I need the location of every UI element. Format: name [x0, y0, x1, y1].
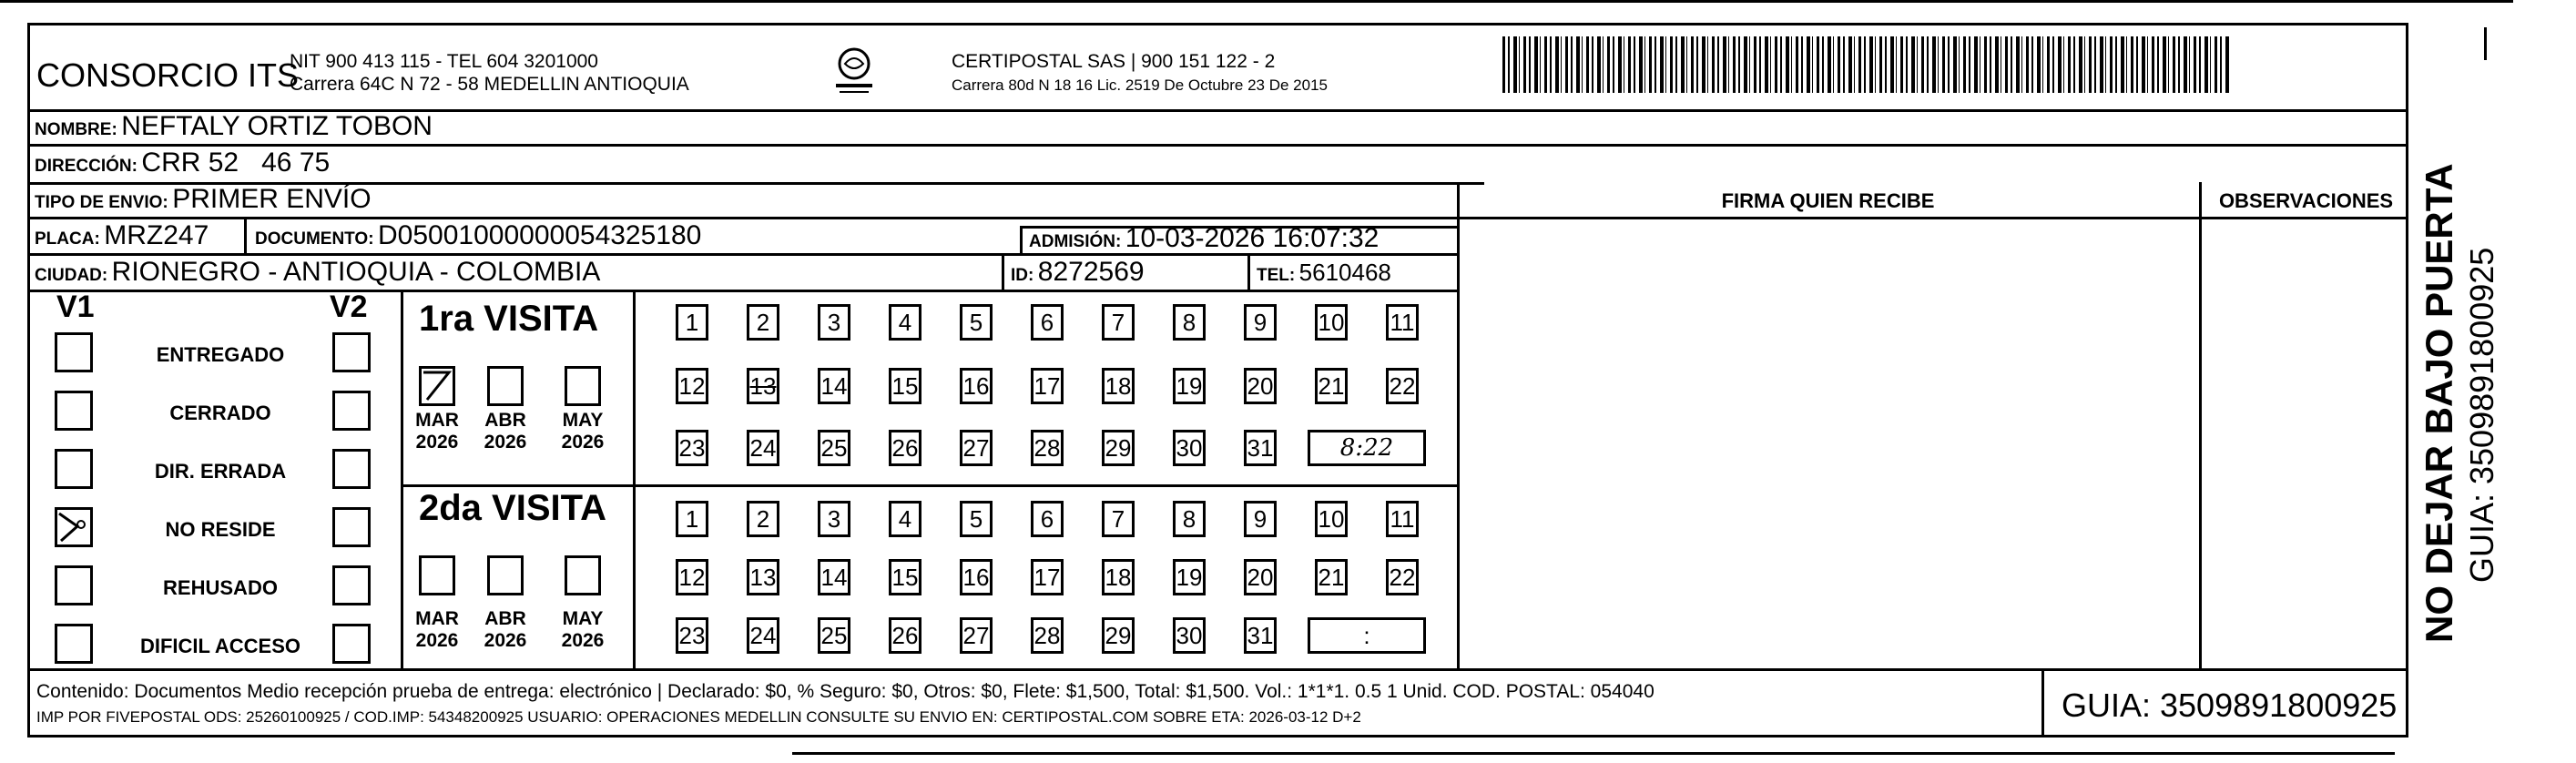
direccion-row	[35, 148, 330, 178]
status-label: NO RESIDE	[165, 518, 276, 541]
certipostal-logo	[829, 46, 880, 100]
day-box[interactable]: 5	[960, 501, 993, 537]
day-box[interactable]: 3	[818, 501, 850, 537]
month-year: 2026	[415, 630, 459, 651]
direccion-value: CRR 52 46 75	[141, 148, 331, 178]
day-box[interactable]: 27	[960, 430, 993, 466]
day-box[interactable]: 17	[1031, 368, 1064, 404]
check-mark-icon	[422, 369, 454, 403]
day-box[interactable]: 11	[1386, 501, 1419, 537]
v1-checkbox[interactable]	[55, 507, 93, 547]
placa-label: PLACA:	[35, 229, 100, 249]
month-checkbox[interactable]	[487, 366, 524, 406]
day-box[interactable]: 8	[1173, 501, 1206, 537]
day-box[interactable]: 5	[960, 304, 993, 341]
documento-row	[255, 220, 701, 251]
day-box[interactable]: 18	[1102, 559, 1135, 595]
month-name: MAR	[415, 608, 459, 629]
day-box[interactable]: 19	[1173, 559, 1206, 595]
day-box[interactable]: 24	[747, 430, 779, 466]
v1-checkbox[interactable]	[55, 391, 93, 431]
day-box[interactable]: 14	[818, 368, 850, 404]
month-label	[405, 608, 469, 652]
top-border	[0, 0, 2513, 3]
day-box[interactable]: 9	[1244, 501, 1277, 537]
v2-checkbox[interactable]	[332, 449, 371, 489]
day-box[interactable]: 15	[889, 368, 921, 404]
month-year: 2026	[484, 432, 527, 453]
tel-value: 5610468	[1298, 259, 1391, 286]
day-box[interactable]: 22	[1386, 559, 1419, 595]
nombre-label: NOMBRE:	[35, 120, 117, 139]
divider	[27, 290, 1457, 292]
day-box[interactable]: 25	[818, 617, 850, 654]
divider	[1457, 182, 1460, 670]
divider	[27, 217, 2408, 219]
divider	[401, 484, 1457, 487]
day-box[interactable]: 18	[1102, 368, 1135, 404]
month-name: MAR	[415, 410, 459, 431]
tel-row	[1257, 259, 1391, 287]
month-year: 2026	[561, 630, 605, 651]
day-box[interactable]: 27	[960, 617, 993, 654]
divider	[27, 668, 2408, 671]
month-name: MAY	[562, 608, 604, 629]
divider	[2041, 668, 2044, 738]
day-box[interactable]: 8	[1173, 304, 1206, 341]
day-box[interactable]: 29	[1102, 430, 1135, 466]
contenido-text: Contenido: Documentos Medio recepción prueba de entrega: electrónico | Declarado: $0, % Seguro: $0, Otros: $0, Flete: $1,500, Total: $1,500. Vol.: 1*1*1. 0.5 1 Unid. COD. POSTAL: 054040	[36, 681, 1655, 702]
visit-time-box[interactable]: :	[1308, 617, 1426, 654]
day-box[interactable]: 15	[889, 559, 921, 595]
day-box[interactable]: 26	[889, 617, 921, 654]
day-box[interactable]: 26	[889, 430, 921, 466]
imp-text: IMP POR FIVEPOSTAL ODS: 25260100925 / COD.IMP: 54348200925 USUARIO: OPERACIONES MEDELLIN CONSULTE SU ENVIO EN: CERTIPOSTAL.COM SOBRE ETA: 2026-03-12 D+2	[36, 708, 1361, 726]
month-label	[551, 410, 615, 453]
divider	[633, 290, 636, 670]
day-box[interactable]: 6	[1031, 501, 1064, 537]
visit-time-box[interactable]: 8:22	[1308, 430, 1426, 466]
month-name: ABR	[484, 608, 526, 629]
v1-checkbox[interactable]	[55, 332, 93, 372]
v2-checkbox[interactable]	[332, 507, 371, 547]
day-box[interactable]: 16	[960, 368, 993, 404]
tel-label: TEL:	[1257, 266, 1296, 285]
divider	[1002, 253, 1004, 290]
v2-checkbox[interactable]	[332, 624, 371, 664]
month-checkbox[interactable]	[565, 555, 601, 595]
day-box[interactable]: 10	[1315, 501, 1348, 537]
day-box[interactable]: 21	[1315, 559, 1348, 595]
tipo-row	[35, 184, 372, 215]
day-box[interactable]: 31	[1244, 617, 1277, 654]
v1-checkbox[interactable]	[55, 565, 93, 605]
barcode	[1502, 36, 2231, 93]
status-label: CERRADO	[169, 402, 271, 424]
day-box[interactable]: 23	[676, 430, 708, 466]
day-box[interactable]: 29	[1102, 617, 1135, 654]
placa-row	[35, 220, 209, 251]
day-box[interactable]: 23	[676, 617, 708, 654]
status-label: REHUSADO	[163, 576, 278, 599]
v2-checkbox[interactable]	[332, 332, 371, 372]
id-label: ID:	[1011, 266, 1034, 285]
divider	[2199, 182, 2202, 670]
footer-guia: GUIA: 3509891800925	[2062, 687, 2398, 724]
month-year: 2026	[415, 432, 459, 453]
firma-label: FIRMA QUIEN RECIBE	[1721, 189, 1935, 212]
status-label: ENTREGADO	[156, 343, 285, 366]
check-mark-icon	[57, 510, 94, 546]
second-visit-label: 2da VISITA	[419, 488, 606, 528]
side-guia: GUIA: 3509891800925	[2463, 247, 2500, 583]
day-box[interactable]: 2	[747, 304, 779, 341]
day-box[interactable]: 9	[1244, 304, 1277, 341]
month-label	[473, 608, 537, 652]
ciudad-label: CIUDAD:	[35, 266, 108, 285]
day-box[interactable]: 12	[676, 368, 708, 404]
observaciones-label: OBSERVACIONES	[2218, 189, 2394, 212]
v1-checkbox[interactable]	[55, 624, 93, 664]
month-name: ABR	[484, 410, 526, 431]
nombre-row	[35, 111, 433, 142]
edge-mark	[2484, 27, 2487, 60]
divider	[401, 290, 403, 670]
admision-label: ADMISIÓN:	[1029, 232, 1122, 251]
v1-label: V1	[56, 290, 95, 324]
day-box[interactable]: 7	[1102, 501, 1135, 537]
status-label: DIFICIL ACCESO	[139, 635, 300, 657]
v2-checkbox[interactable]	[332, 391, 371, 431]
day-box[interactable]: 21	[1315, 368, 1348, 404]
id-value: 8272569	[1037, 257, 1145, 287]
day-box[interactable]: 20	[1244, 559, 1277, 595]
nombre-value: NEFTALY ORTIZ TOBON	[121, 111, 433, 141]
day-box[interactable]: 17	[1031, 559, 1064, 595]
day-box[interactable]: 30	[1173, 617, 1206, 654]
day-box[interactable]: 2	[747, 501, 779, 537]
month-label	[405, 410, 469, 453]
divider	[1247, 253, 1250, 290]
company-nit: NIT 900 413 115 - TEL 604 3201000	[290, 51, 598, 72]
v2-label: V2	[330, 290, 368, 324]
first-visit-label: 1ra VISITA	[419, 299, 599, 339]
day-box[interactable]: 11	[1386, 304, 1419, 341]
day-box[interactable]: 24	[747, 617, 779, 654]
month-year: 2026	[484, 630, 527, 651]
admision-row	[1029, 223, 1379, 254]
company-address: Carrera 64C N 72 - 58 MEDELLIN ANTIOQUIA	[290, 74, 689, 95]
day-box[interactable]: 25	[818, 430, 850, 466]
month-label	[473, 410, 537, 453]
v2-checkbox[interactable]	[332, 565, 371, 605]
divider	[1020, 226, 1023, 255]
day-box[interactable]: 7	[1102, 304, 1135, 341]
direccion-label: DIRECCIÓN:	[35, 157, 137, 176]
day-box[interactable]: 19	[1173, 368, 1206, 404]
admision-value: 10-03-2026 16:07:32	[1125, 223, 1380, 253]
ciudad-value: RIONEGRO - ANTIOQUIA - COLOMBIA	[111, 257, 601, 287]
day-box[interactable]: 12	[676, 559, 708, 595]
ciudad-row	[35, 257, 600, 288]
day-box[interactable]: 13	[747, 559, 779, 595]
month-year: 2026	[561, 432, 605, 453]
month-checkbox[interactable]	[487, 555, 524, 595]
placa-value: MRZ247	[104, 220, 209, 250]
day-box[interactable]: 13	[747, 368, 779, 404]
day-box[interactable]: 6	[1031, 304, 1064, 341]
day-box[interactable]: 31	[1244, 430, 1277, 466]
documento-value: D05001000000054325180	[378, 220, 702, 250]
month-checkbox[interactable]	[419, 555, 455, 595]
day-box[interactable]: 14	[818, 559, 850, 595]
courier-name: CERTIPOSTAL SAS | 900 151 122 - 2	[952, 51, 1276, 72]
day-box[interactable]: 28	[1031, 430, 1064, 466]
courier-address: Carrera 80d N 18 16 Lic. 2519 De Octubre 23 De 2015	[952, 76, 1328, 94]
day-box[interactable]: 30	[1173, 430, 1206, 466]
day-box[interactable]: 4	[889, 304, 921, 341]
tipo-label: TIPO DE ENVIO:	[35, 193, 168, 212]
day-box[interactable]: 1	[676, 304, 708, 341]
company-name: CONSORCIO ITS	[36, 56, 300, 94]
month-label	[551, 608, 615, 652]
day-box[interactable]: 3	[818, 304, 850, 341]
day-box[interactable]: 10	[1315, 304, 1348, 341]
no-dejar-bajo-puerta: NO DEJAR BAJO PUERTA	[2418, 163, 2460, 643]
day-box[interactable]: 4	[889, 501, 921, 537]
day-box[interactable]: 22	[1386, 368, 1419, 404]
v1-checkbox[interactable]	[55, 449, 93, 489]
divider	[27, 144, 2408, 147]
day-box[interactable]: 20	[1244, 368, 1277, 404]
tipo-value: PRIMER ENVÍO	[172, 184, 372, 214]
day-box[interactable]: 1	[676, 501, 708, 537]
bottom-border	[792, 752, 2395, 755]
month-name: MAY	[562, 410, 604, 431]
month-checkbox[interactable]	[419, 366, 455, 406]
day-box[interactable]: 28	[1031, 617, 1064, 654]
day-box[interactable]: 16	[960, 559, 993, 595]
documento-label: DOCUMENTO:	[255, 229, 374, 249]
divider	[244, 217, 247, 255]
status-label: DIR. ERRADA	[154, 460, 287, 483]
id-row	[1011, 257, 1145, 288]
month-checkbox[interactable]	[565, 366, 601, 406]
